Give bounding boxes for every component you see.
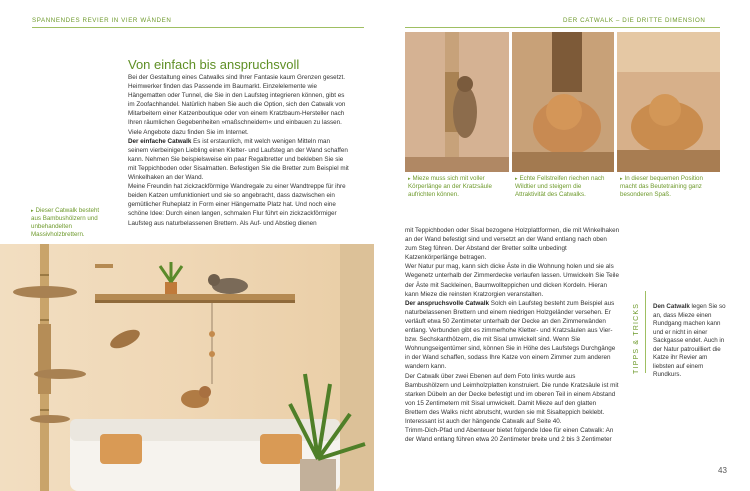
col2-paragraph-4: Der Catwalk über zwei Ebenen auf dem Foto links wurde aus Bambushölzern und Leimholzplatten konstruiert. Die runde Kratzsäule ist mit starken Dübeln an der Decke befestigt und im oberen Teil in einem Abstand von 15 Zentimetern mit Sisal umwickelt. Damit Mieze auf den glatten Brettern des Walks nicht abrutscht, wurden sie mit Sisalteppich beklebt. Interessant ist auch der hängende Catwalk auf Seite 40. bbox=[405, 372, 619, 425]
simple-heading: Der einfache Catwalk bbox=[128, 137, 192, 145]
simple-text: Es ist erstaunlich, mit welch wenigen Mitteln man seinem vierbeinigen Liebling einen Kletter- und Laufsteg an der Wand schaffen kann. Nehmen Sie beispielsweise ein paar Regalbretter und bekleben Sie sie mit Teppichboden oder Sisalmatten. Befestigen Sie die Bretter zum Beispiel mit Winkelhaken an der Wand. bbox=[128, 137, 349, 182]
left-photo-caption: ▸ Dieser Catwalk besteht aus Bambushölzern und unbehandelten Massivholzbrettern. bbox=[31, 207, 100, 238]
demanding-text: Solch ein Laufsteg besteht zum Beispiel aus naturbelassenen Brettern und einem niedrigen Holzgeländer versehen. Er verläuft etwa 50 Zentimeter unterhalb der Decke an den Zimmerwänden entlang. Verbunden gibt es zimmerhohe Kletter- und Kratzsäulen aus Vier- bzw. Sechskanthölzern, die mit Sisal umwickelt sind. Wenn Sie Wohnungseigentümer sind, können Sie in Höhe des Laufstegs Durchgänge in der Wand schaffen, sodass Ihre Katze von einem Zimmer zum anderen wandern kann. bbox=[405, 299, 616, 371]
photo-cat-scratching-post bbox=[405, 32, 509, 172]
right-text-column bbox=[405, 226, 620, 444]
col2-paragraph-5: Trimm-Dich-Pfad und Abenteuer bietet folgende Idee für einen Catwalk: An der Wand entlang führen etwa 20 Zentimeter breite und 2 bis 3 Zentimeter bbox=[405, 427, 614, 444]
col2-paragraph-1: mit Teppichboden oder Sisal bezogene Holzplattformen, die mit Winkelhaken an der Wand befestigt sind und versetzt an der Wand entlang nach oben zum Steg führen. Der Abstand der Bretter sollte unbedingt Katzenkörperlänge betragen. bbox=[405, 227, 620, 262]
demanding-paragraph bbox=[405, 299, 620, 372]
tips-label: TIPPS & TRICKS bbox=[633, 302, 640, 374]
living-room-illustration bbox=[0, 244, 374, 491]
running-head-left: SPANNENDES REVIER IN VIER WÄNDEN bbox=[32, 17, 172, 24]
caption-triangle-icon: ▸ bbox=[620, 176, 623, 182]
caption-triangle-icon: ▸ bbox=[31, 208, 34, 214]
tips-box bbox=[653, 303, 726, 380]
page-number: 43 bbox=[718, 466, 727, 475]
friend-paragraph: Meine Freundin hat zickzackförmige Wandregale zu einer Wandtreppe für ihre beiden Katzen umfunktioniert und sie so angebracht, dass dazwischen ein gemütlicher Ruheplatz in Form einer Hängematte Platz hat. Und noch eine schöne Idee: Durch einen langen, schmalen Flur führt ein zickzackförmiger Laufsteg aus naturbelassenen Brettern. Als Auf- und Abstieg dienen bbox=[128, 183, 346, 227]
tips-heading: Den Catwalk bbox=[653, 303, 690, 310]
tips-divider bbox=[645, 291, 646, 373]
running-head-right: DER CATWALK – DIE DRITTE DIMENSION bbox=[563, 17, 706, 24]
tips-text: legen Sie so an, dass Mieze einen Rundgang machen kann und er nicht in einer Sackgasse endet. Auch in der Natur patrouilliert die Katze ihr Revier am liebsten auf einem Rundkurs. bbox=[653, 303, 726, 378]
caption-triangle-icon: ▸ bbox=[515, 176, 518, 182]
caption-triangle-icon: ▸ bbox=[408, 176, 411, 182]
col2-paragraph-2: Wer Natur pur mag, kann sich dicke Äste in die Wohnung holen und sie als Wegenetz unterhalb der Zimmerdecke verlaufen lassen. Umwickeln Sie Teile der Äste mit Sackleinen, Baumwollteppichen und dicken Kordeln. Hieran kann Mieze die reinsten Kratzorgien veranstalten. bbox=[405, 263, 619, 298]
photo-cat-fur-strips bbox=[512, 32, 614, 172]
living-room-catwalk-photo bbox=[0, 244, 374, 491]
photo3-caption: ▸ In dieser bequemen Position macht das Beutetraining ganz besonderen Spaß. bbox=[620, 175, 703, 198]
header-rule-left bbox=[32, 27, 364, 28]
photo-cat-prey-training bbox=[617, 32, 720, 172]
photo2-caption: ▸ Echte Fellstreifen riechen nach Wildtier und steigern die Attraktivität des Catwalks. bbox=[515, 175, 605, 198]
photo1-caption: ▸ Mieze muss sich mit voller Körperlänge an der Kratzsäule aufrichten können. bbox=[408, 175, 492, 198]
left-text-column bbox=[128, 73, 349, 228]
article-title: Von einfach bis anspruchsvoll bbox=[128, 57, 300, 72]
header-rule-right bbox=[405, 27, 720, 28]
demanding-heading: Der anspruchsvolle Catwalk bbox=[405, 299, 489, 307]
intro-paragraph: Bei der Gestaltung eines Catwalks sind Ihrer Fantasie kaum Grenzen gesetzt. Heimwerker finden das Passende im Baumarkt. Einzelelemente wie Hängematten oder Tunnel, die Sie in den Laufsteg integrieren können, gibt es im Zoofachhandel. Natürlich haben Sie auch die Option, sich den Catwalk von Mitarbeitern einer Katzenboutique oder von einem Kratzbaum-Hersteller nach Ihren räumlichen Gegebenheiten »maßschneidern« und einbauen zu lassen. Viele Angebote dazu finden Sie im Internet. bbox=[128, 74, 346, 136]
simple-paragraph bbox=[128, 137, 349, 182]
